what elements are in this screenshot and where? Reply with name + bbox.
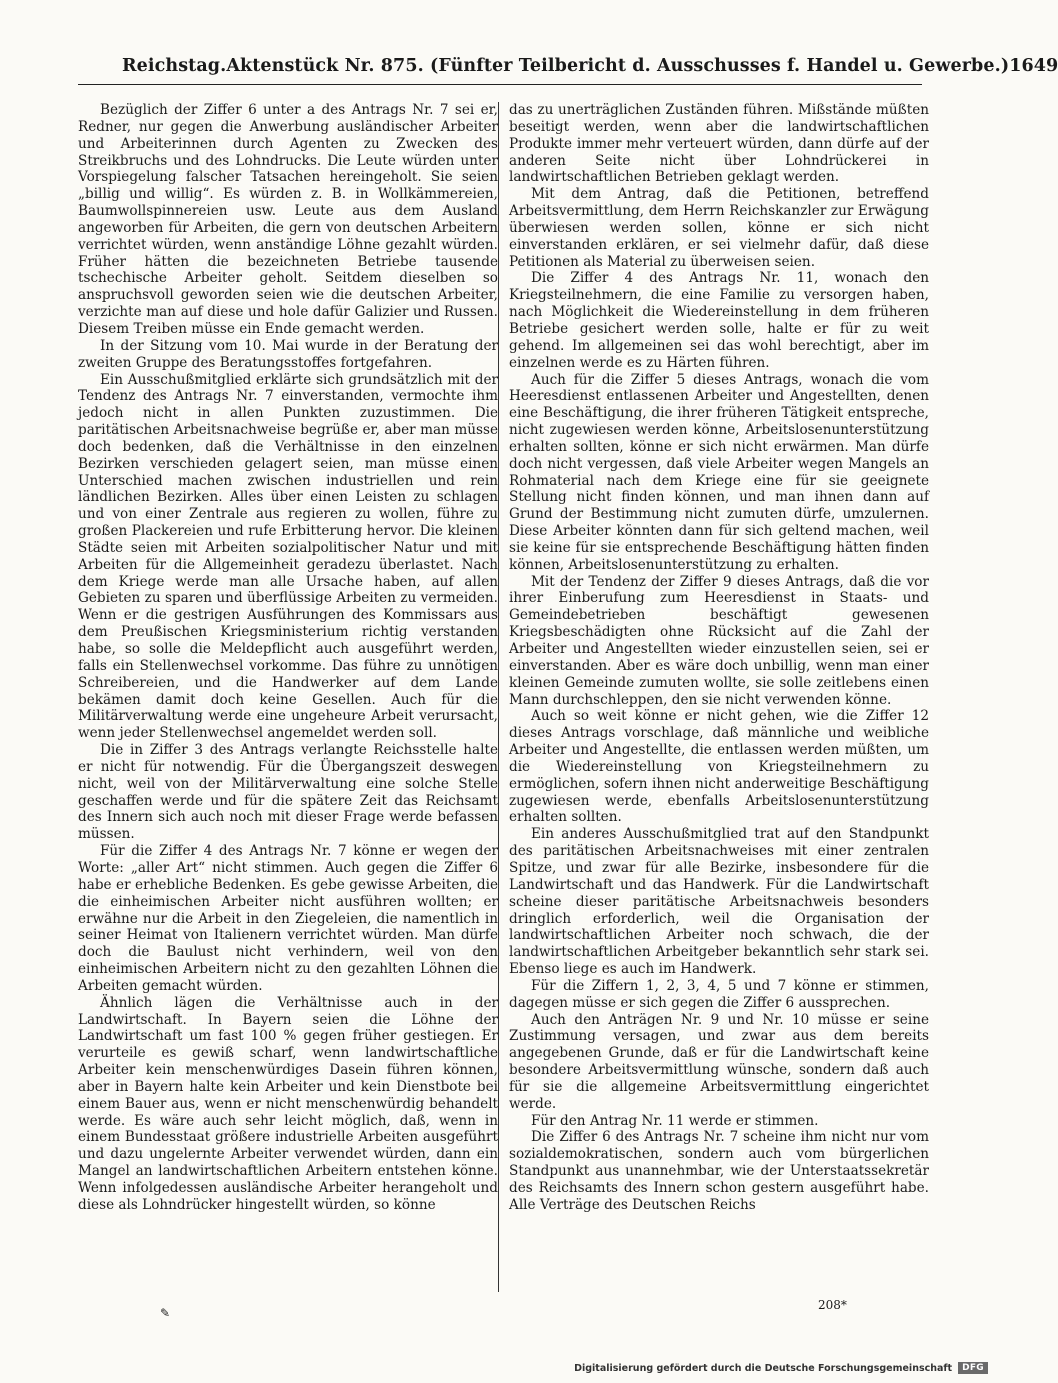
page-number: 1649 <box>1009 56 1058 76</box>
right-column <box>509 102 929 1214</box>
footer-text: Digitalisierung gefördert durch die Deutsche Forschungsgemeinschaft <box>574 1362 953 1374</box>
header-rule <box>78 84 922 85</box>
paragraph: Für die Ziffer 4 des Antrags Nr. 7 könne er wegen der Worte: „aller Art“ nicht stimmen. Auch gegen die Ziffer 6 habe er erhebliche Bedenken. Es gebe gewisse Arbeiten, die die einheimischen Arbeiter nicht ausführen wollten; er erwähne nur die Arbeit in den Ziegeleien, die namentlich in seiner Heimat von Italienern verrichtet würden. Man dürfe doch die Baulust nicht verhindern, weil von den einheimischen Arbeitern nicht zu den gezahlten Löhnen die Arbeiten gemacht würden. <box>78 843 498 994</box>
paragraph: Die Ziffer 6 des Antrags Nr. 7 scheine ihm nicht nur vom sozialdemokratischen, sondern auch vom bürgerlichen Standpunkt aus unannehmbar, wie der Unterstaatssekretär des Reichsamts des Innern schon gestern ausgeführt habe. Alle Verträge des Deutschen Reichs <box>509 1129 929 1213</box>
paragraph: Für den Antrag Nr. 11 werde er stimmen. <box>531 1112 819 1129</box>
paragraph: Ähnlich lägen die Verhältnisse auch in der Landwirtschaft. In Bayern seien die Löhne der Landwirtschaft um fast 100 % gegen früher gestiegen. Er verurteile es gewiß scharf, wenn landwirtschaftliche Arbeiter kein menschenwürdiges Dasein führen können, aber in Bayern halte kein Arbeiter und kein Dienstbote bei einem Bauer aus, wenn er nicht menschenwürdig behandelt werde. Es wäre auch sehr leicht möglich, daß, wenn in einem Bundesstaat größere industrielle Arbeiten ausgeführt und dazu ungelernte Arbeiter verwendet würden, dann ein Mangel an landwirtschaftlichen Arbeitern entstehen könne. Wenn infolgedessen ausländische Arbeiter herangeholt und diese als Lohndrücker hingestellt würden, so könne <box>78 994 498 1213</box>
paragraph: Mit der Tendenz der Ziffer 9 dieses Antrags, daß die vor ihrer Einberufung zum Heeresdienst in Staats- und Gemeindebetrieben beschäftigt gewesenen Kriegsbeschädigten ohne Rücksicht auf die Zahl der Arbeiter und Angestellten wieder einzustellen seien, sei er einverstanden. Aber es wäre doch unbillig, wenn man einer kleinen Gemeinde zumuten wollte, sie solle zeitlebens einen Mann durchschleppen, den sie nicht verwenden könne. <box>509 573 929 708</box>
sheet-number: 208* <box>818 1298 847 1312</box>
paragraph: Bezüglich der Ziffer 6 unter a des Antrags Nr. 7 sei er, Redner, nur gegen die Anwerbung ausländischer Arbeiter und Arbeiterinnen durch Agenten zu Zwecken des Streikbruchs und des Lohndrucks. Die Leute würden unter Vorspiegelung falscher Tatsachen hereingeholt. Sie seien „billig und willig“. Es würden z. B. in Wollkämmereien, Baumwollspinnereien usw. Leute aus dem Ausland angeworben für Arbeiten, die gern von deutschen Arbeitern verrichtet würden, wenn anständige Löhne gezahlt würden. Früher hätten die bezeichneten Betriebe tausende tschechische Arbeiter geholt. Seitdem dieselben so anspruchsvoll geworden seien wie die deutschen Arbeiter, verzichte man auf diese und hole dafür Galizier und Russen. Diesem Treiben müsse ein Ende gemacht werden. <box>78 102 498 337</box>
paragraph: Die Ziffer 4 des Antrags Nr. 11, wonach den Kriegsteilnehmern, die eine Familie zu versorgen haben, nach Möglichkeit die Wiedereinstellung in dem früheren Betriebe gesichert werden solle, halte er für zu weit gehend. Im allgemeinen sei das wohl berechtigt, aber im einzelnen werde es zu Härten führen. <box>509 270 929 371</box>
header-reichstag: Reichstag. <box>122 56 227 76</box>
paragraph: Ein Ausschußmitglied erklärte sich grundsätzlich mit der Tendenz des Antrags Nr. 7 einverstanden, vermochte ihm jedoch nicht in allen Punkten zuzustimmen. Die paritätischen Arbeitsnachweise begrüße er, aber man müsse doch bedenken, daß die Verhältnisse in den einzelnen Bezirken verschieden gelagert seien, man müsse einen Unterschied machen zwischen industriellen und rein ländlichen Bezirken. Alles über einen Leisten zu schlagen und von einer Zentrale aus regieren zu wollen, führe zu großen Plackereien und rufe Erbitterung hervor. Die kleinen Städte seien mit Arbeiten sozialpolitischer Natur und mit Arbeiten für die Allgemeinheit geradezu überlastet. Nach dem Kriege werde man alle Ursache haben, auf allen Gebieten zu sparen und überflüssige Arbeiten zu vermeiden. Wenn er die gestrigen Ausführungen des Kommissars aus dem Preußischen Kriegsministerium richtig verstanden habe, so solle die Meldepflicht auch ausgeführt werden, falls ein Stellenwechsel vorkomme. Das führe zu unnötigen Schreibereien, und die Handwerker auf dem Lande bekämen damit doch keine Gesellen. Auch für die Militärverwaltung werde eine ungeheure Arbeit verursacht, wenn jeder Stellenwechsel angemeldet werden soll. <box>78 371 498 742</box>
paragraph: Mit dem Antrag, daß die Petitionen, betreffend Arbeitsvermittlung, dem Herrn Reichskanzler zur Erwägung überwiesen werden sollen, könne er sich nicht einverstanden erklären, er sei vielmehr dafür, daß diese Petitionen als Material zu überweisen seien. <box>509 186 929 270</box>
paragraph: Die in Ziffer 3 des Antrags verlangte Reichsstelle halte er nicht für notwendig. Für die Übergangszeit deswegen nicht, weil von der Militärverwaltung eine solche Stelle geschaffen werde und für die spätere Zeit das Reichsamt des Innern sich auch noch mit dieser Frage werde befassen müssen. <box>78 742 498 843</box>
paragraph: Auch den Anträgen Nr. 9 und Nr. 10 müsse er seine Zustimmung versagen, und zwar aus dem bereits angegebenen Grunde, daß er für die Landwirtschaft keine besondere Arbeitsvermittlung wünsche, sondern daß auch für sie die allgemeine Arbeitsvermittlung eingerichtet werde. <box>509 1011 929 1112</box>
paragraph: Für die Ziffern 1, 2, 3, 4, 5 und 7 könne er stimmen, dagegen müsse er sich gegen die Ziffer 6 aussprechen. <box>509 977 929 1011</box>
paragraph: In der Sitzung vom 10. Mai wurde in der Beratung der zweiten Gruppe des Beratungsstoffes fortgefahren. <box>78 337 498 371</box>
digitization-footer <box>574 1362 988 1374</box>
paragraph: Ein anderes Ausschußmitglied trat auf den Standpunkt des paritätischen Arbeitsnachweises mit einer zentralen Spitze, und zwar für alle Bezirke, insbesondere für die Landwirtschaft und das Handwerk. Für die Landwirtschaft scheine dieser paritätische Arbeitsnachweis besonders dringlich erforderlich, weil die Organisation der landwirtschaftlichen Arbeiter noch schwach, die der landwirtschaftlichen Arbeitgeber bekanntlich sehr stark sei. Ebenso liege es auch im Handwerk. <box>509 826 929 978</box>
left-column <box>78 102 498 1214</box>
paragraph: Auch für die Ziffer 5 dieses Antrags, wonach die vom Heeresdienst entlassenen Arbeiter und Angestellten, denen eine Beschäftigung, die ihrer früheren Tätigkeit entspreche, nicht zugewiesen werden könne, Arbeitslosenunterstützung erhalten sollten, könne er sich nicht erwärmen. Man dürfe doch nicht vergessen, daß viele Arbeiter wegen Mangels an Rohmaterial nach dem Kriege eine für sie geeignete Stellung nicht finden können, und man ihnen dann auf Grund der Bestimmung nicht zumuten dürfe, umzulernen. Diese Arbeiter könnten dann für sich geltend machen, weil sie keine für sie entsprechende Beschäftigung hätten finden können, Arbeitslosenunterstützung zu erhalten. <box>509 371 929 573</box>
header-document-title: Aktenstück Nr. 875. (Fünfter Teilbericht d. Ausschusses f. Handel u. Gewerbe.) <box>226 56 1010 76</box>
column-divider <box>498 102 499 1292</box>
paragraph: das zu unerträglichen Zuständen führen. Mißstände müßten beseitigt werden, wenn aber die landwirtschaftlichen Produkte immer mehr verteuert würden, dann dürfe auf der anderen Seite nicht über Lohndrückerei in landwirtschaftlichen Betrieben geklagt werden. <box>509 102 929 186</box>
paragraph: Auch so weit könne er nicht gehen, wie die Ziffer 12 dieses Antrags vorschlage, daß männliche und weibliche Arbeiter und Angestellte, die entlassen werden müßten, um die Wiedereinstellung von Kriegsteilnehmern zu ermöglichen, sofern ihnen nicht anderweitige Beschäftigung zugewiesen werde, ebenfalls Arbeitslosenunterstützung erhalten sollten. <box>509 708 929 826</box>
running-header <box>122 56 1058 84</box>
stray-mark-icon: ✎ <box>160 1306 171 1320</box>
dfg-logo-icon: DFG <box>958 1362 988 1374</box>
